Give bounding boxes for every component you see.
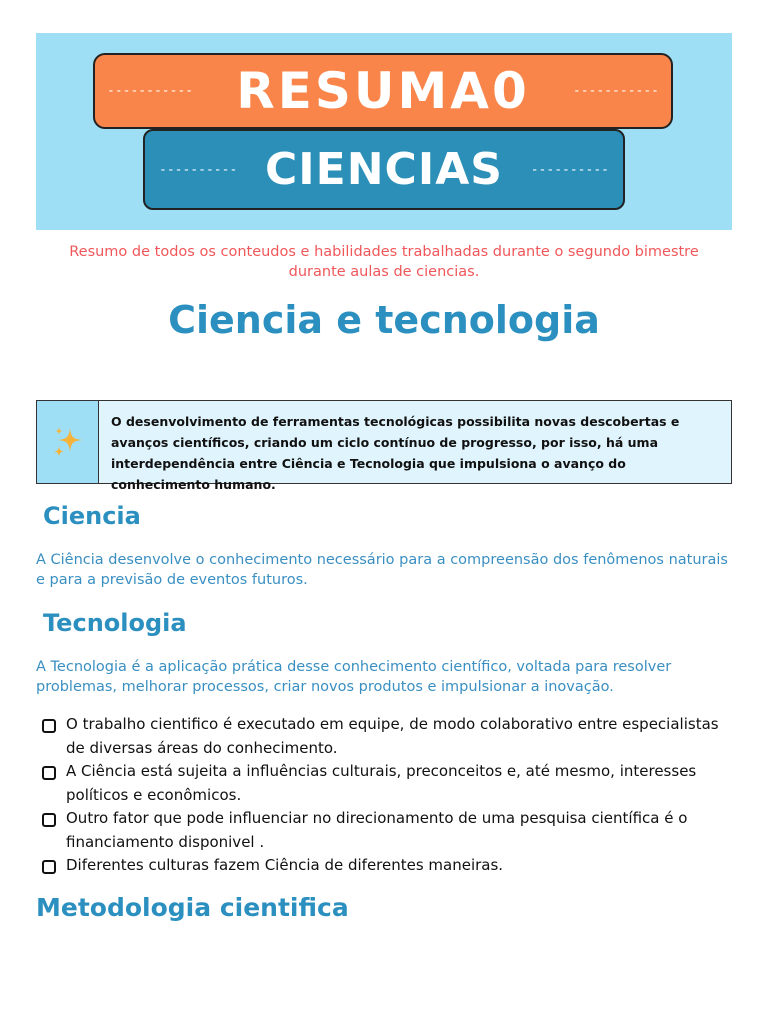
paragraph-tecnologia: A Tecnologia é a aplicação prática desse conhecimento científico, voltada para resolver problemas, melhorar processos, criar novos produtos e impulsionar a inovação. [36, 659, 672, 695]
checklist-item-text: Outro fator que pode influenciar no direcionamento de uma pesquisa científica é o financiamento disponivel . [66, 809, 688, 851]
title-right-dashes: ----------- [572, 83, 659, 99]
title-box [93, 53, 673, 129]
callout-box [36, 400, 732, 492]
checklist-item-text: A Ciência está sujeita a influências culturais, preconceitos e, até mesmo, interesses políticos e econômicos. [66, 762, 697, 804]
checklist-item-text: O trabalho cientifico é executado em equipe, de modo colaborativo entre especialistas de diversas áreas do conhecimento. [66, 715, 719, 757]
title-left-dashes: ----------- [107, 83, 194, 99]
subtitle-box [143, 129, 625, 210]
callout-icon-cell [37, 401, 99, 483]
sparkles-icon [50, 424, 86, 460]
callout-text: O desenvolvimento de ferramentas tecnológicas possibilita novas descobertas e avanços científicos, criando um ciclo contínuo de progresso, por isso, há uma interdependência entre Ciência e Tecnologia que impulsiona o avanço do conhecimento humano. [99, 401, 731, 483]
checklist-item [42, 760, 732, 807]
paragraph-ciencia: A Ciência desenvolve o conhecimento necessário para a compreensão dos fenômenos naturais e para a previsão de eventos futuros. [36, 552, 728, 588]
checkbox[interactable] [42, 766, 56, 780]
section-title: Ciencia e tecnologia [168, 298, 600, 342]
heading-metodologia: Metodologia cientifica [36, 893, 349, 922]
checkbox[interactable] [42, 860, 56, 874]
page-subtitle: CIENCIAS [265, 144, 503, 195]
intro-line-2: durante aulas de ciencias. [288, 264, 480, 280]
checklist-item [42, 854, 732, 878]
page-title: RESUMA0 [236, 62, 530, 120]
checklist [42, 713, 732, 878]
checklist-item [42, 807, 732, 854]
intro-line-1: Resumo de todos os conteudos e habilidades trabalhadas durante o segundo bimestre [69, 244, 699, 260]
heading-tecnologia: Tecnologia [43, 609, 187, 637]
heading-ciencia: Ciencia [43, 502, 141, 530]
checklist-item [42, 713, 732, 760]
subtitle-left-dashes: ---------- [159, 162, 238, 177]
checkbox[interactable] [42, 719, 56, 733]
checkbox[interactable] [42, 813, 56, 827]
intro-text [36, 242, 732, 282]
checklist-item-text: Diferentes culturas fazem Ciência de diferentes maneiras. [66, 856, 504, 874]
subtitle-right-dashes: ---------- [530, 162, 609, 177]
